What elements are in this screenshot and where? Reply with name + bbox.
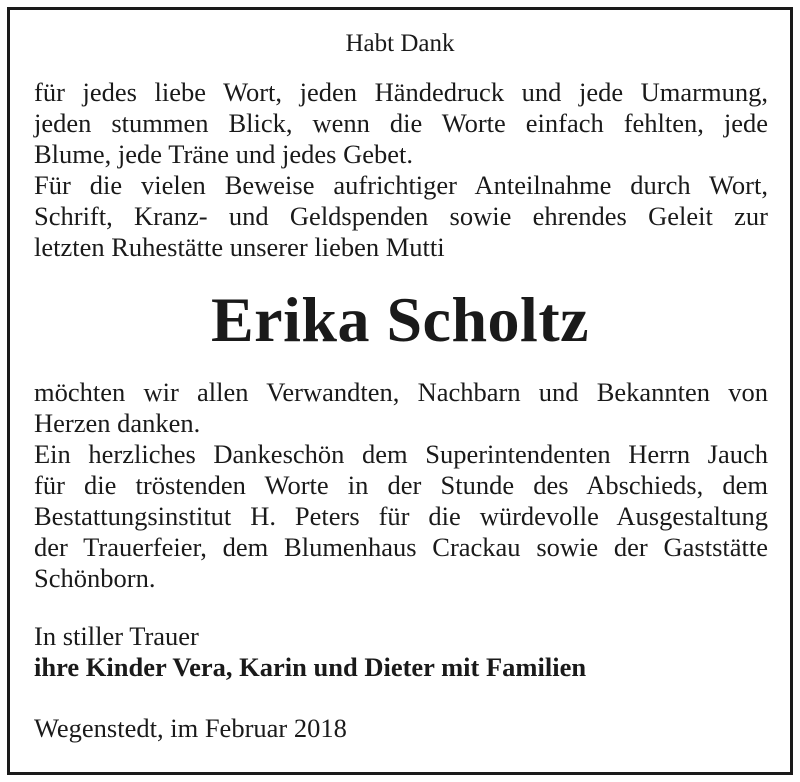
mourning-line: In stiller Trauer xyxy=(34,621,199,651)
intro-paragraph xyxy=(34,77,768,263)
intro-line: Für die vielen Beweise aufrichtiger Anteilnahme durch Wort, xyxy=(34,170,768,200)
thanks-line: der Trauerfeier, dem Blumenhaus Crackau sowie der Gaststätte xyxy=(34,532,768,562)
intro-line: Blume, jede Träne und jedes Gebet. xyxy=(34,139,414,169)
place-date-block xyxy=(34,713,768,744)
family-signature: ihre Kinder Vera, Karin und Dieter mit Familien xyxy=(34,652,587,682)
place-date: Wegenstedt, im Februar 2018 xyxy=(34,713,347,743)
notice-heading: Habt Dank xyxy=(345,30,455,57)
signature-block xyxy=(34,621,768,683)
thanks-line: Bestattungsinstitut H. Peters für die würdevolle Ausgestaltung xyxy=(34,501,768,531)
thanks-line: für die tröstenden Worte in der Stunde des Abschieds, dem xyxy=(34,470,768,500)
thanks-line: Schönborn. xyxy=(34,563,156,593)
thanks-line: Ein herzliches Dankeschön dem Superintendenten Herrn Jauch xyxy=(34,439,768,469)
intro-line: für jedes liebe Wort, jeden Händedruck und jede Umarmung, xyxy=(34,77,768,107)
deceased-name: Erika Scholtz xyxy=(210,284,590,355)
thanks-paragraph xyxy=(34,377,768,594)
intro-line: jeden stummen Blick, wenn die Worte einfach fehlten, jede xyxy=(34,108,768,138)
thanks-line: Herzen danken. xyxy=(34,408,201,438)
intro-line: Schrift, Kranz- und Geldspenden sowie ehrendes Geleit zur xyxy=(34,201,768,231)
thanks-line: möchten wir allen Verwandten, Nachbarn und Bekannten von xyxy=(34,377,768,407)
intro-line: letzten Ruhestätte unserer lieben Mutti xyxy=(34,232,445,262)
